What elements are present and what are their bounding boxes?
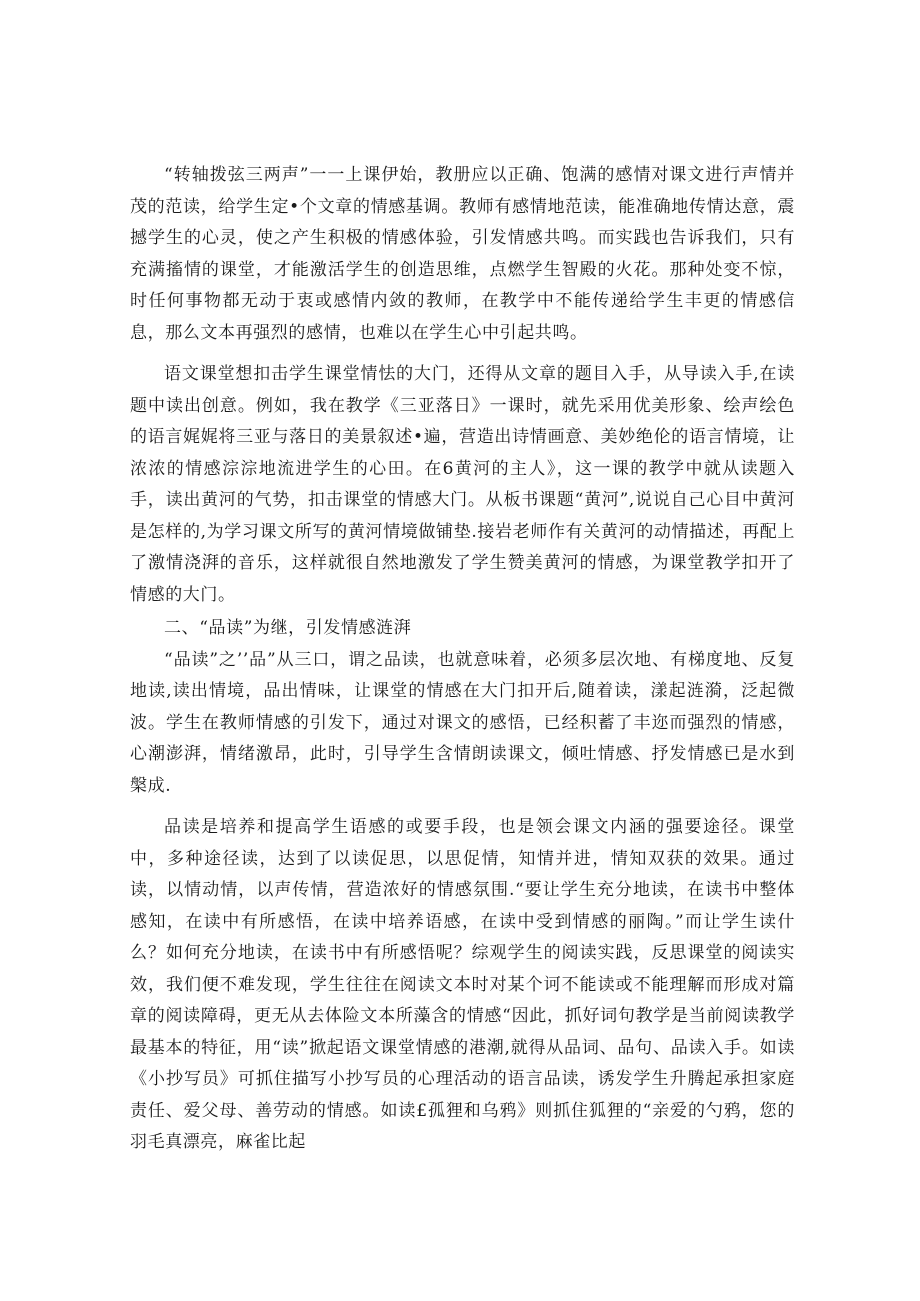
paragraph-spacer: [130, 802, 795, 812]
paragraph: “品读”之’’品”从三口，谓之品读，也就意味着，必须多层次地、有梯度地、反复地读,读出情境，品出情味，让课堂的情感在大门扣开后,随着读，漾起涟漪，泛起微波。学生在教师情感的引发下，通过对课文的感悟，已经积蓄了丰迩而强烈的情感，心潮澎湃，情绪激昂，此时，引导学生含情朗读课文，倾吐情感、抒发情感已是水到槃成.: [130, 649, 795, 796]
section-heading: 二、“品读”为继，引发情感涟湃: [164, 618, 412, 638]
paragraph: 语文课堂想扣击学生课堂情怯的大门，还得从文章的题目入手，从导读入手,在读题中读出创意。例如，我在教学《三亚落日》一课时，就先采用优美形象、绘声绘色的语言娓娓将三亚与落日的美景叙述•遍，营造出诗情画意、美妙绝伦的语言情境，让浓浓的情感淙淙地流进学生的心田。在6黄河的主人》，这一课的教学中就从读题入手，读出黄河的气势，扣击课堂的情感大门。从板书课题“黄河”,说说自己心目中黄河是怎样的,为学习课文所写的黄河情境做铺垫.接岩老师作有关黄河的动情描述，再配上了激情浇湃的音乐，这样就很自然地激发了学生赞美黄河的情感，为课堂教学扣开了情感的大门。: [130, 364, 795, 605]
paragraph: “转轴拨弦三两声”一一上课伊始，教册应以正确、饱满的感情对课文进行声情并茂的范读，给学生定•个文章的情感基调。教师有感情地范读，能准确地传情达意，震撼学生的心灵，使之产生积极的情感体验，引发情感共鸣。而实践也告诉我们，只有充满搐情的课堂，才能激活学生的创造思维，点燃学生智殿的火花。那种处变不惊，时任何事物都无动于衷或感情内敛的教师，在教学中不能传递给学生丰更的情感信息，那么文本再强烈的感情，也难以在学生心中引起共鸣。: [130, 165, 795, 343]
paragraph-spacer: [130, 349, 795, 359]
document-body: [130, 160, 795, 1159]
paragraph: 品读是培养和提高学生语感的或要手段，也是领会课文内涵的强要途径。课堂中，多种途径读，达到了以读促思，以思促情，知情并进，情知双获的效果。通过读，以情动情，以声传情，营造浓好的情感氛围.“要让学生充分地读，在读书中整体感知，在读中有所感悟，在读中培养语感，在读中受到情感的丽陶。”而让学生读什么？如何充分地读，在读书中有所感悟呢？综观学生的阅读实践，反思课堂的阅读实效，我们便不难发现，学生往往在阅读文本时对某个诃不能读或不能理解而形成对篇章的阅读障碍，更无从去体险文本所藻含的情感“因此，抓好词句教学是当前阅读教学最基本的特征，用“读”掀起语文课堂情感的港潮,就得从品词、品句、品读入手。如读《小抄写员》可抓住描写小抄写员的心理活动的语言品读，诱发学生升腾起承担家庭责任、爱父母、善劳动的情感。如读£孤狸和乌鸦》则抓住狐狸的“亲爱的勺鸦，您的羽毛真漂亮，麻雀比起: [130, 817, 795, 1152]
